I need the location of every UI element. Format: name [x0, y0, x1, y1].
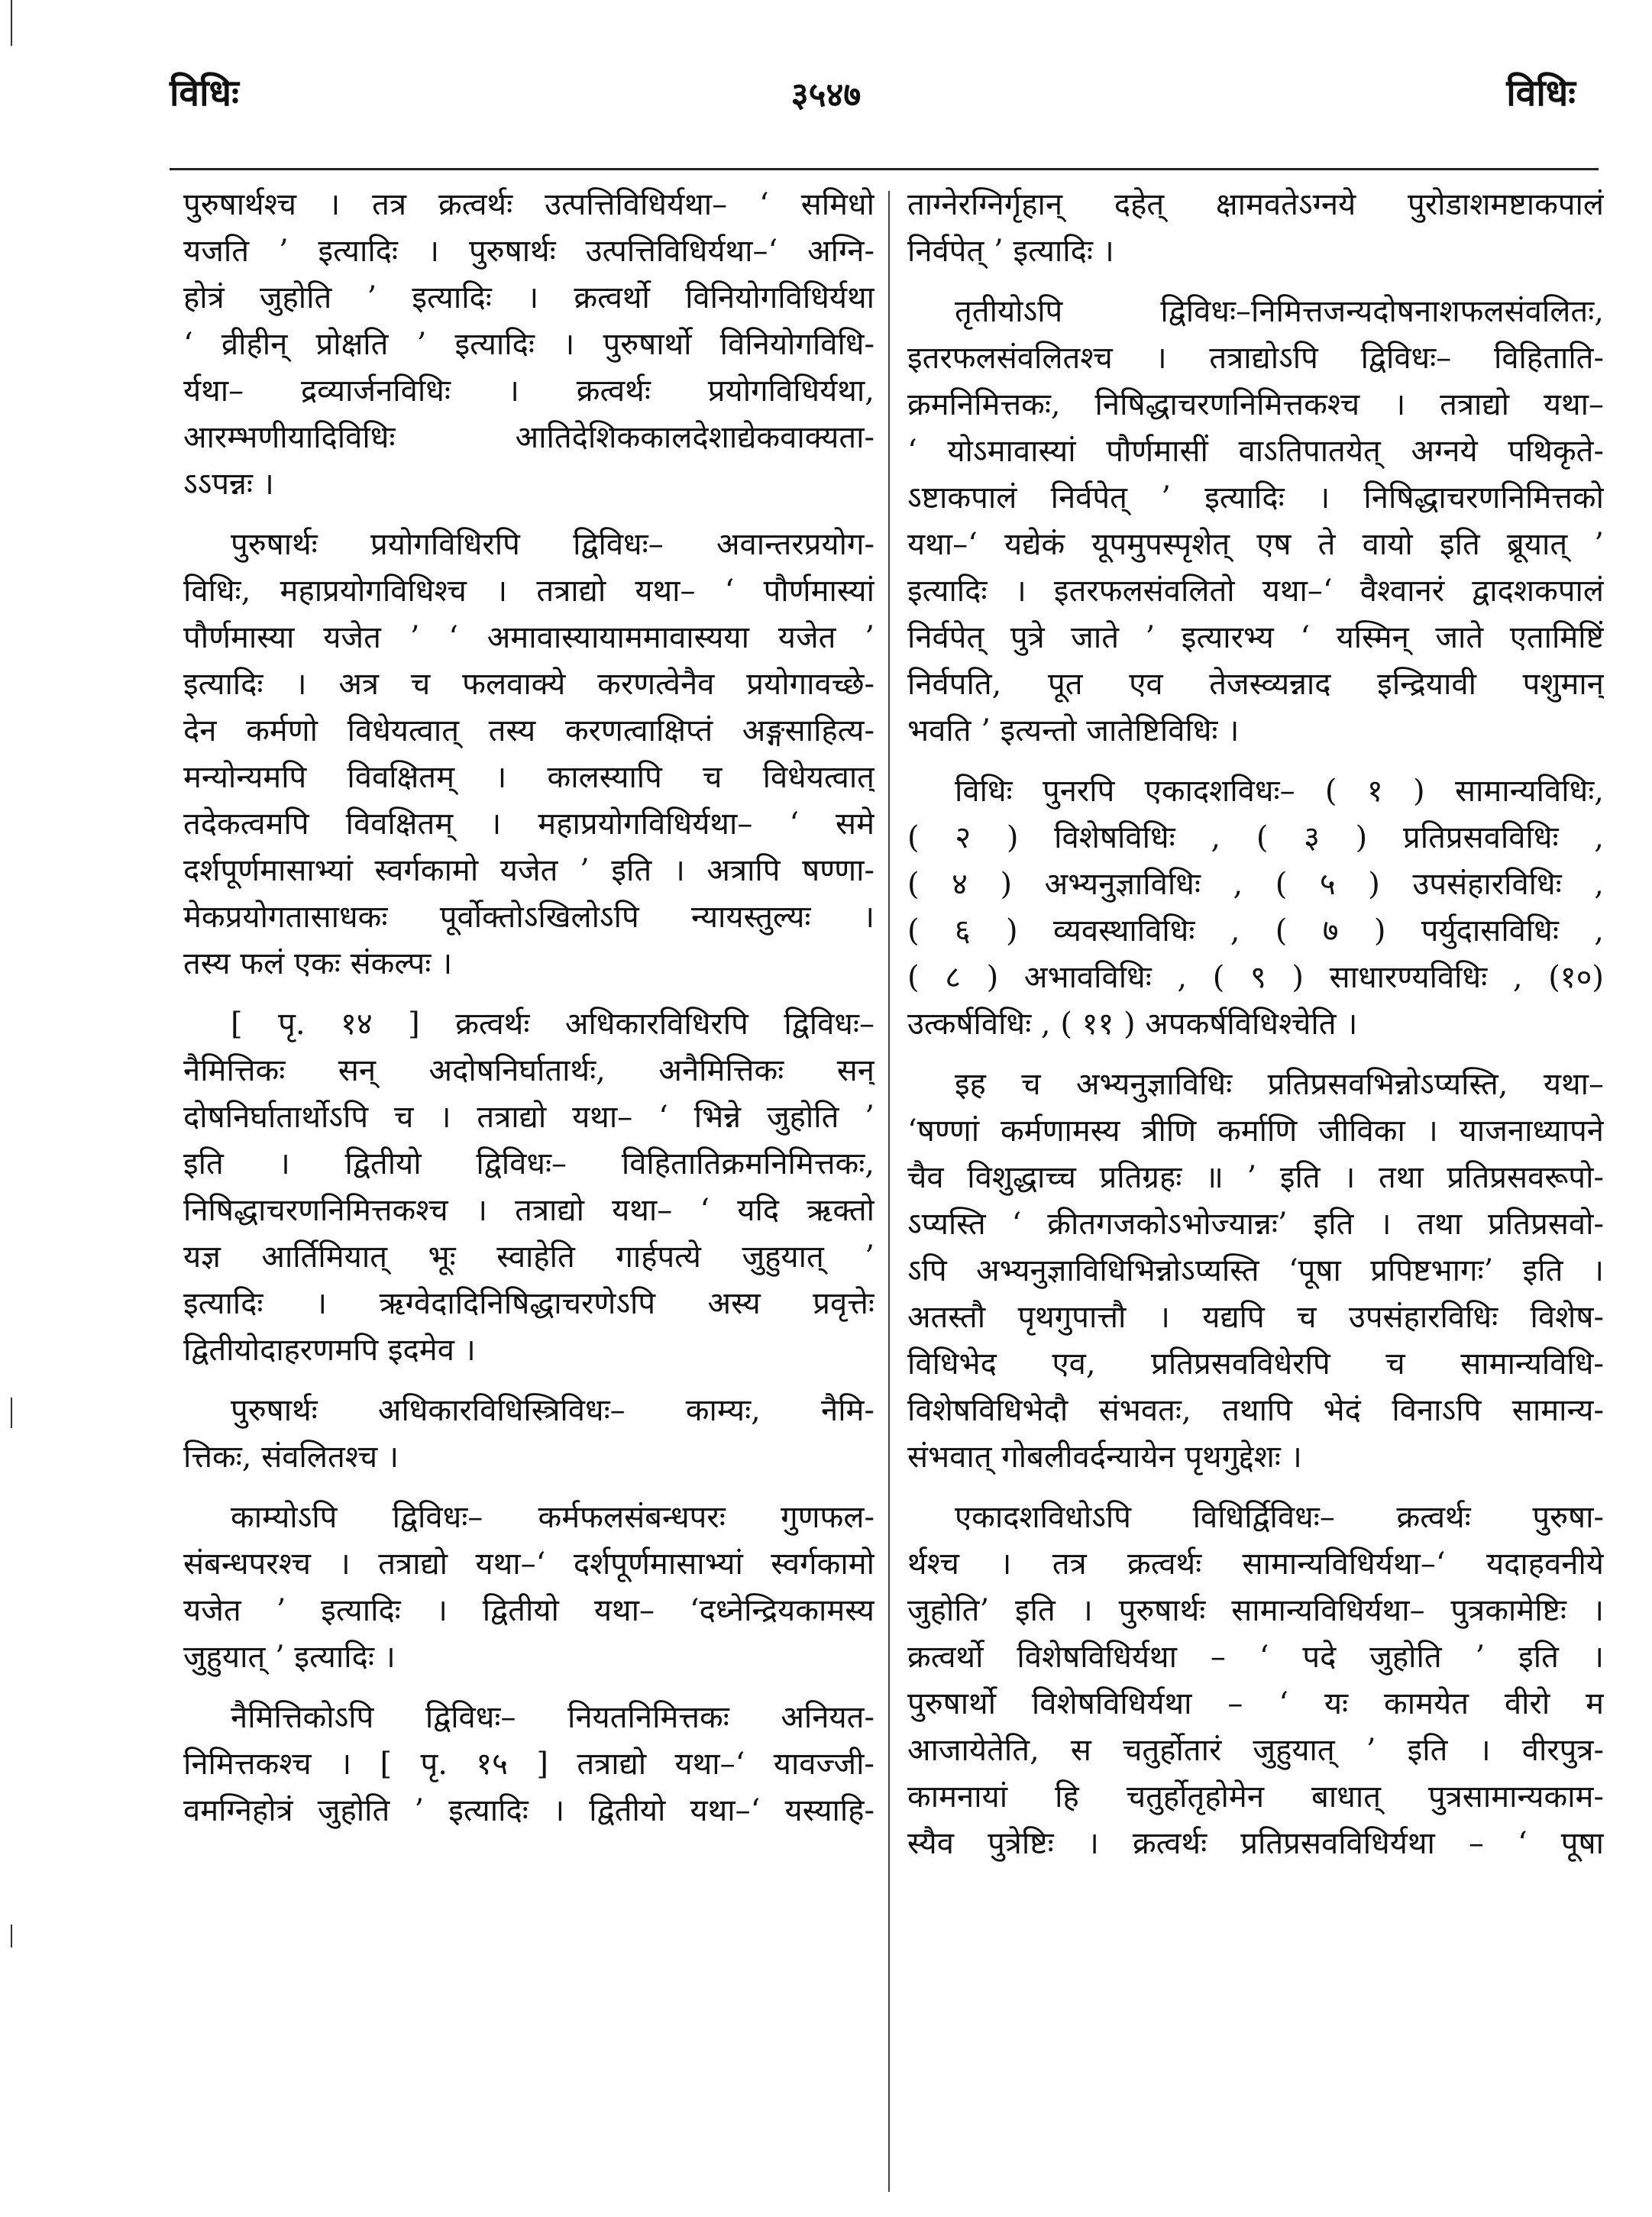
text-line: ताग्नेरग्निर्गृहान् दहेत् क्षामवतेऽग्नये पुरोडाशमष्टाकपालं: [907, 187, 1604, 222]
text-line: एकादशविधोऽपि विधिर्द्विविधः– क्रत्वर्थः पुरुषा-: [955, 1500, 1604, 1535]
text-line: ( २ ) विशेषविधिः , ( ३ ) प्रतिप्रसवविधिः ,: [907, 820, 1604, 855]
text-line: यजेत ’ इत्यादिः । द्वितीयो यथा– ‘दध्नेन्द्रियकामस्य: [183, 1593, 874, 1628]
text-line: तस्य फलं एकः संकल्पः ।: [183, 946, 453, 981]
text-line: इतरफलसंवलितश्च । तत्राद्योऽपि द्विविधः– विहिताति-: [907, 341, 1604, 376]
paragraph: [183, 182, 874, 508]
text-line: निर्वपेत् ’ इत्यादिः ।: [907, 234, 1114, 269]
scan-edge-mark: [11, 1925, 12, 1947]
text-line: निर्वपति, पूत एव तेजस्व्यन्नाद इन्द्रियावी पशुमान्: [907, 667, 1604, 702]
text-line: आरम्भणीयादिविधिः आतिदेशिककालदेशाद्येकवाक्यता-: [183, 420, 874, 455]
running-header-left: विधिः: [170, 72, 239, 115]
text-line: द्वितीयोदाहरणमपि इदमेव ।: [183, 1333, 476, 1368]
text-line: विधिः पुनरपि एकादशविधः– ( १ ) सामान्यविधिः,: [955, 774, 1604, 809]
text-line: पुरुषार्थश्च । तत्र क्रत्वर्थः उत्पत्तिविधिर्यथा– ‘ समिधो: [183, 187, 874, 222]
text-line: इत्यादिः । अत्र च फलवाक्ये करणत्वेनैव प्रयोगावच्छे-: [183, 667, 874, 702]
text-line: ऽपि अभ्यनुज्ञाविधिभिन्नोऽप्यस्ति ‘पूषा प्रपिष्टभागः’ इति ।: [907, 1253, 1604, 1288]
text-line: भवति ’ इत्यन्तो जातेष्टिविधिः ।: [907, 713, 1240, 748]
text-line: विधिभेद एव, प्रतिप्रसवविधेरपि च सामान्यविधि-: [907, 1346, 1604, 1382]
text-line: ( ६ ) व्यवस्थाविधिः , ( ७ ) पर्युदासविधिः ,: [907, 913, 1604, 949]
text-line: ‘षण्णां कर्मणामस्य त्रीणि कर्माणि जीविका । याजनाध्यापने: [907, 1113, 1604, 1149]
text-line: र्थश्च । तत्र क्रत्वर्थः सामान्यविधिर्यथा–‘ यदाहवनीये: [907, 1546, 1604, 1582]
text-line: विधिः, महाप्रयोगविधिश्च । तत्राद्यो यथा– ‘ पौर्णमास्यां: [183, 574, 874, 609]
text-line: यथा–‘ यद्येकं यूपमुपस्पृशेत् एष ते वायो इति ब्रूयात् ’: [907, 527, 1604, 562]
text-line: स्यैव पुत्रेष्टिः । क्रत्वर्थः प्रतिप्रसवविधिर्यथा – ‘ पूषा: [907, 1826, 1604, 1861]
text-line: विशेषविधिभेदौ संभवतः, तथापि भेदं विनाऽपि सामान्य-: [907, 1393, 1604, 1428]
text-line: पौर्णमास्या यजेत ’ ‘ अमावास्यायाममावास्यया यजेत ’: [183, 620, 874, 655]
text-line: यजति ’ इत्यादिः । पुरुषार्थः उत्पत्तिविधिर्यथा–‘ अग्नि-: [183, 234, 874, 269]
text-line: जुहुयात् ’ इत्यादिः ।: [183, 1640, 396, 1675]
text-line: जुहोति’ इति । पुरुषार्थः सामान्यविधिर्यथा– पुत्रकामेष्टिः ।: [907, 1593, 1604, 1628]
text-line: ( ८ ) अभावविधिः , ( ९ ) साधारण्यविधिः , (१०): [907, 960, 1604, 995]
paragraph: [183, 522, 874, 987]
paragraph: [183, 1495, 874, 1681]
right-column: [907, 182, 1604, 1881]
text-line: संभवात् गोबलीवर्दन्यायेन पृथगुद्देशः ।: [907, 1440, 1302, 1475]
text-line: होत्रं जुहोति ’ इत्यादिः । क्रत्वर्थो विनियोगविधिर्यथा: [183, 280, 874, 315]
running-header-right: विधिः: [1506, 72, 1576, 115]
paragraph: [907, 1062, 1604, 1481]
text-line: इत्यादिः । ऋग्वेदादिनिषिद्धाचरणेऽपि अस्य प्रवृत्तेः: [183, 1286, 874, 1321]
text-line: तृतीयोऽपि द्विविधः–निमित्तजन्यदोषनाशफलसंवलितः,: [955, 294, 1604, 329]
header-rule: [170, 168, 1599, 170]
text-line: क्रमनिमित्तकः, निषिद्धाचरणनिमित्तकश्च । तत्राद्यो यथा–: [907, 387, 1604, 422]
text-line: संबन्धपरश्च । तत्राद्यो यथा–‘ दर्शपूर्णमासाभ्यां स्वर्गकामो: [183, 1546, 874, 1582]
text-line: वमग्निहोत्रं जुहोति ’ इत्यादिः । द्वितीयो यथा–‘ यस्याहि-: [183, 1793, 874, 1828]
paragraph: [907, 768, 1604, 1048]
text-line: नैमित्तिकः सन् अदोषनिर्घातार्थः, अनैमित्तिकः सन्: [183, 1053, 874, 1088]
text-line: मेकप्रयोगतासाधकः पूर्वोक्तोऽखिलोऽपि न्यायस्तुल्यः ।: [183, 900, 874, 935]
text-line: ऽष्टाकपालं निर्वपेत् ’ इत्यादिः । निषिद्धाचरणनिमित्तको: [907, 480, 1604, 515]
text-line: तदेकत्वमपि विवक्षितम् । महाप्रयोगविधिर्यथा– ‘ समे: [183, 806, 874, 842]
text-line: निर्वपेत् पुत्रे जाते ’ इत्यारभ्य ‘ यस्मिन् जाते एतामिष्टिं: [907, 620, 1604, 655]
text-line: कामनायां हि चतुर्होतृहोमेन बाधात् पुत्रसामान्यकाम-: [907, 1779, 1604, 1815]
text-line: निमित्तकश्च । [ पृ. १५ ] तत्राद्यो यथा–‘ यावज्जी-: [183, 1747, 874, 1782]
text-line: इह च अभ्यनुज्ञाविधिः प्रतिप्रसवभिन्नोऽप्यस्ति, यथा–: [955, 1067, 1604, 1102]
text-line: चैव विशुद्धाच्च प्रतिग्रहः ॥ ’ इति । तथा प्रतिप्रसवरूपो-: [907, 1160, 1604, 1195]
text-line: दोषनिर्घातार्थोऽपि च । तत्राद्यो यथा– ‘ भिन्ने जुहोति ’: [183, 1100, 874, 1135]
page-number: ३५४७: [790, 76, 862, 115]
text-line: अतस्तौ पृथगुपात्तौ । यद्यपि च उपसंहारविधिः विशेष-: [907, 1300, 1604, 1335]
paragraph: [183, 1695, 874, 1834]
text-line: उत्कर्षविधिः , ( ११ ) अपकर्षविधिश्चेति ।: [907, 1007, 1358, 1042]
text-line: [ पृ. १४ ] क्रत्वर्थः अधिकारविधिरपि द्विविधः–: [231, 1007, 874, 1042]
paragraph: [907, 289, 1604, 755]
paragraph: [907, 1495, 1604, 1867]
text-line: मन्योन्यमपि विवक्षितम् । कालस्यापि च विधेयत्वात्: [183, 760, 874, 795]
paragraph: [183, 1388, 874, 1481]
text-line: नैमित्तिकोऽपि द्विविधः– नियतनिमित्तकः अनियत-: [231, 1700, 874, 1735]
text-line: काम्योऽपि द्विविधः– कर्मफलसंबन्धपरः गुणफल-: [231, 1500, 874, 1535]
paragraph: [907, 182, 1604, 275]
text-line: ऽऽपन्नः ।: [183, 467, 274, 502]
text-line: पुरुषार्थः अधिकारविधिस्त्रिविधः– काम्यः, नैमि-: [231, 1393, 874, 1428]
text-line: ( ४ ) अभ्यनुज्ञाविधिः , ( ५ ) उपसंहारविधिः ,: [907, 867, 1604, 902]
scan-edge-mark: [11, 1398, 12, 1428]
text-line: ऽप्यस्ति ‘ क्रीतगजकोऽभोज्यान्नः’ इति । तथा प्रतिप्रसवो-: [907, 1207, 1604, 1242]
column-divider: [888, 191, 890, 2192]
scan-edge-mark: [11, 0, 12, 46]
text-line: देन कर्मणो विधेयत्वात् तस्य करणत्वाक्षिप्तं अङ्गसाहित्य-: [183, 713, 874, 748]
text-line: र्यथा– द्रव्यार्जनविधिः । क्रत्वर्थः प्रयोगविधिर्यथा,: [183, 373, 874, 409]
text-line: यज्ञ आर्तिमियात् भूः स्वाहेति गार्हपत्ये जुहुयात् ’: [183, 1239, 874, 1275]
text-line: इति । द्वितीयो द्विविधः– विहितातिक्रमनिमित्तकः,: [183, 1146, 874, 1181]
left-column: [183, 182, 874, 1848]
text-line: पुरुषार्थः प्रयोगविधिरपि द्विविधः– अवान्तरप्रयोग-: [231, 527, 874, 562]
text-line: ‘ योऽमावास्यां पौर्णमासीं वाऽतिपातयेत् अग्नये पथिकृते-: [907, 434, 1604, 469]
text-line: आजायेतेति, स चतुर्होतारं जुहुयात् ’ इति । वीरपुत्र-: [907, 1733, 1604, 1768]
text-line: दर्शपूर्णमासाभ्यां स्वर्गकामो यजेत ’ इति । अत्रापि षण्णा-: [183, 853, 874, 888]
text-line: त्तिकः, संवलितश्च ।: [183, 1440, 399, 1475]
text-line: ‘ व्रीहीन् प्रोक्षति ’ इत्यादिः । पुरुषार्थो विनियोगविधि-: [183, 327, 874, 362]
paragraph: [183, 1001, 874, 1374]
text-line: निषिद्धाचरणनिमित्तकश्च । तत्राद्यो यथा– ‘ यदि ऋक्तो: [183, 1193, 874, 1228]
text-line: इत्यादिः । इतरफलसंवलितो यथा–‘ वैश्वानरं द्वादशकपालं: [907, 574, 1604, 609]
text-line: क्रत्वर्थो विशेषविधिर्यथा – ‘ पदे जुहोति ’ इति ।: [907, 1640, 1604, 1675]
text-line: पुरुषार्थो विशेषविधिर्यथा – ‘ यः कामयेत वीरो म: [907, 1686, 1604, 1721]
